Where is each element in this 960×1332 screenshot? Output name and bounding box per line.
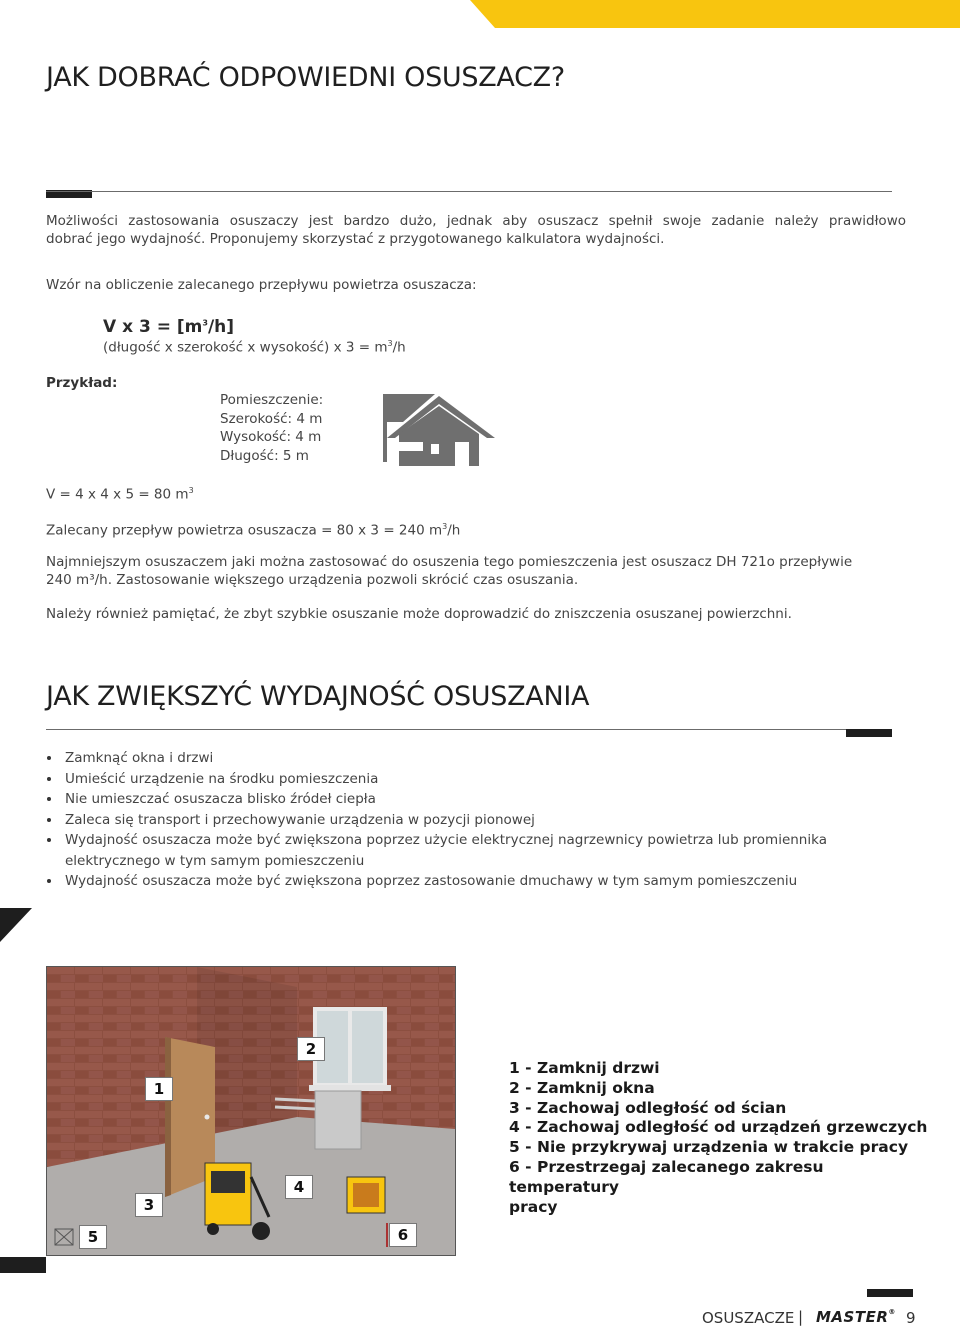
recommended-a: Zalecany przepływ powietrza osuszacza = 80 x 3 = 240 m [46, 522, 443, 539]
corner-tab [0, 0, 960, 40]
room-scene [47, 967, 455, 1255]
formula-sub-sup: 3 [387, 339, 393, 348]
badge-2: 2 [297, 1037, 325, 1061]
step-item: 1 - Zamknij drzwi [509, 1059, 660, 1077]
tips-list [46, 748, 906, 892]
formula-main-sup: 3 [202, 318, 208, 328]
badge-1: 1 [145, 1077, 173, 1101]
step-item: 3 - Zachowaj odległość od ścian [509, 1098, 787, 1117]
volume-calc [46, 486, 194, 503]
volume-sup: 3 [188, 486, 194, 495]
formula-sub-b: /h [392, 339, 406, 356]
room-details [220, 391, 323, 465]
recommended-b: /h [447, 522, 461, 539]
house-icon [383, 394, 495, 468]
list-item: Wydajność osuszacza może być zwiększona poprzez zastosowanie dmuchawy w tym samym pomieszczeniu [46, 871, 906, 892]
footer-section: OSUSZACZE [702, 1309, 795, 1327]
footer-separator: | [798, 1308, 804, 1326]
room-line: Szerokość: 4 m [220, 410, 323, 427]
divider-line [46, 191, 892, 192]
room-line: Wysokość: 4 m [220, 429, 322, 445]
step-item: 4 - Zachowaj odległość od urządzeń grzewczych [509, 1118, 928, 1137]
footer-block [867, 1289, 913, 1297]
badge-3: 3 [135, 1193, 163, 1217]
room-illustration [46, 966, 456, 1256]
divider-block [846, 729, 892, 737]
intro-line: Możliwości zastosowania osuszaczy jest bardzo dużo, jednak aby osuszacz spełnił swoje zadanie należy prawidłowo [46, 213, 906, 229]
formula-intro: Wzór na obliczenie zalecanego przepływu powietrza osuszacza: [46, 277, 477, 293]
list-item-continuation: elektrycznego w tym samym pomieszczeniu [65, 852, 365, 869]
list-item: Umieścić urządzenie na środku pomieszczenia [46, 769, 906, 790]
recommended-flow [46, 522, 460, 539]
room-line: Długość: 5 m [220, 447, 309, 464]
brand-mark: ® [888, 1308, 896, 1316]
intro-line: dobrać jego wydajność. Proponujemy skorzystać z przygotowanego kalkulatora wydajności. [46, 231, 665, 247]
divider-line [46, 729, 892, 730]
formula-sub [103, 339, 406, 356]
intro-text [46, 212, 906, 248]
example-label: Przykład: [46, 375, 118, 391]
list-item: Nie umieszczać osuszacza blisko źródeł ciepła [46, 789, 906, 810]
step-item: 6 - Przestrzegaj zalecanego zakresu temperatury [509, 1157, 824, 1196]
formula-sub-a: (długość x szerokość x wysokość) x 3 = m [103, 339, 388, 356]
badge-6: 6 [389, 1223, 417, 1247]
step-item: pracy [509, 1197, 558, 1216]
edge-triangle [0, 908, 34, 944]
edge-triangle-dark [0, 1255, 48, 1275]
step-item: 2 - Zamknij okna [509, 1078, 655, 1097]
formula-main [103, 317, 234, 337]
smallest-line: Najmniejszym osuszaczem jaki można zastosować do osuszenia tego pomieszczenia jest osuszacz DH 721o przepływie [46, 554, 853, 570]
list-item: Zaleca się transport i przechowywanie urządzenia w pozycji pionowej [46, 810, 906, 831]
smallest-dehumidifier [46, 553, 906, 589]
formula-main-a: V x 3 = [m [103, 317, 203, 337]
formula-main-b: /h] [207, 317, 235, 337]
list-item: Wydajność osuszacza może być zwiększona poprzez użycie elektrycznej nagrzewnicy powietrza lub promiennika [46, 830, 906, 851]
section-title: JAK ZWIĘKSZYĆ WYDAJNOŚĆ OSUSZANIA [46, 681, 590, 712]
list-item: Zamknąć okna i drzwi [46, 748, 906, 769]
page-title: JAK DOBRAĆ ODPOWIEDNI OSUSZACZ? [46, 62, 565, 93]
room-line: Pomieszczenie: [220, 392, 324, 408]
badge-4: 4 [285, 1175, 313, 1199]
smallest-line: 240 m³/h. Zastosowanie większego urządzenia pozwoli skrócić czas osuszania. [46, 572, 579, 588]
warning-text: Należy również pamiętać, że zbyt szybkie osuszanie może doprowadzić do zniszczenia osuszanej powierzchni. [46, 606, 792, 622]
brand-name: MASTER [816, 1308, 889, 1326]
badge-5: 5 [79, 1225, 107, 1249]
page-number: 9 [906, 1309, 916, 1327]
volume-a: V = 4 x 4 x 5 = 80 m [46, 486, 189, 503]
recommended-sup: 3 [442, 522, 448, 531]
step-item: 5 - Nie przykrywaj urządzenia w trakcie pracy [509, 1138, 909, 1157]
brand-logo [816, 1308, 896, 1326]
steps-list [509, 1059, 929, 1217]
